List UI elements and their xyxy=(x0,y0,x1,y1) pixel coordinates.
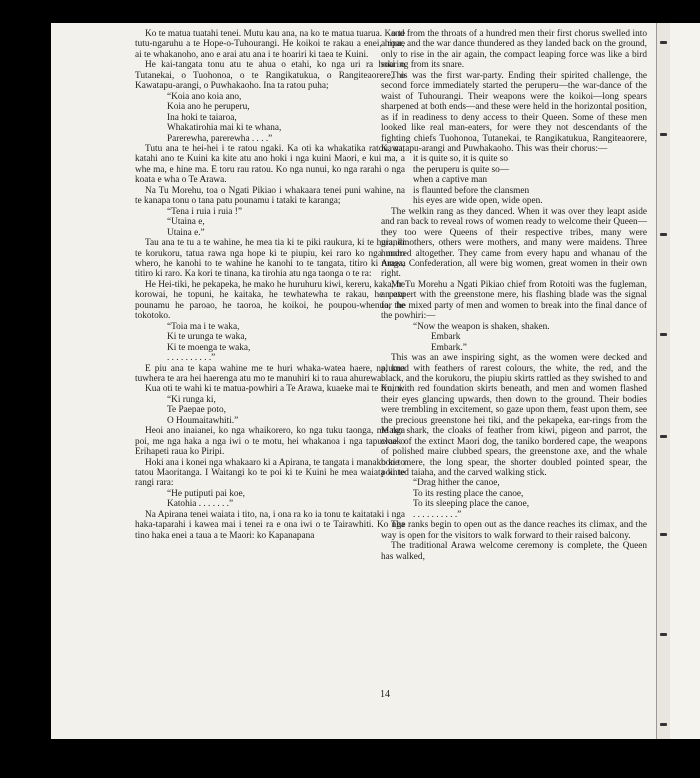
verse-line: O Houmaitawhiti.” xyxy=(167,415,239,426)
verse-line: “Koia ano koia ano, xyxy=(167,91,242,102)
verse-line: Whakatirohia mai ki te whana, xyxy=(167,123,282,134)
verse-line: . . . . . . . . . .” xyxy=(167,353,216,364)
adjacent-page-edge xyxy=(670,23,700,739)
scan-border-left xyxy=(0,0,50,778)
verse-line: “Tena i ruia i ruia !” xyxy=(167,206,242,217)
paragraph: Heoi ano inaianei, ko nga whaikorero, ko nga tuku taonga, me nga poi, me nga haka a nga iwi o te motu, hei whakanoa i nga tapuwae o Erihapeti raua ko Piripi. xyxy=(135,426,405,458)
verse-line: Utaina e.” xyxy=(167,227,205,238)
scan-border-top xyxy=(0,0,700,22)
english-text-column xyxy=(381,29,647,562)
verse-line: “Ki runga ki, xyxy=(167,394,216,405)
verse-line: Katohia . . . . . . .” xyxy=(167,499,234,510)
scan-border-bottom xyxy=(0,740,700,778)
verse-line: Parerewha, parerewha . . . .” xyxy=(167,133,273,144)
paragraph: Mr Tu Morehu a Ngati Pikiao chief from Rotoiti was the fugleman, an expert with the greenstone mere, his flashing blade was the signal for the mixed party of men and women to break into the final dance of the powhiri:— xyxy=(381,279,647,322)
verse-line: To its sleeping place the canoe, xyxy=(413,499,530,510)
verse-line: Embark.” xyxy=(431,342,467,353)
verse-line: “Toia ma i te waka, xyxy=(167,321,240,332)
verse-line: Koia ano he peruperu, xyxy=(167,102,250,113)
paragraph: Tau ana te tu a te wahine, he mea tia ki te piki raukura, ki te huia, ki te korukoru, tatua rawa nga hope ki te piupiu, kei raro ko nga maro whero, he kanohi to te wahine he kanohi to te tangata, titiro ki runga, titiro ki raro. Ka kori te tinana, ka tirohia atu nga taonga o te ra: xyxy=(135,238,405,280)
verse-line: the peruperu is quite so— xyxy=(413,164,510,175)
verse-line: “Drag hither the canoe, xyxy=(413,478,500,489)
verse-line: is flaunted before the clansmen xyxy=(413,185,530,196)
paragraph: The traditional Arawa welcome ceremony is complete, the Queen has walked, xyxy=(381,541,647,562)
paragraph: Tutu ana te hei-hei i te ratou ngaki. Ka oti ka whakatika ratou, na, katahi ano te Kuini ka kite atu ano hoki i nga kuini Maori, e kui ma, a whe ma, e hine ma. E toru rau ratou. Ko nga nunui, ko nga rarahi o nga koata e wha o Te Arawa. xyxy=(135,143,405,186)
paragraph: This was the first war-party. Ending their spirited challenge, the second force immediately started the peruperu—the war-dance of the waist of Tuhourangi. Their weapons were the koikoi—long spears sharpened at both ends—and these were held in the horizontal position, as if in readiness to deny access to their Queen. Some of these men looked like real man-eaters, for were they not descendants of the fighting chiefs Tuohonoa, Tutanekai, te Rangikatukua, Rangiteaorere, Kawatapu-arangi and Puwhakaoho. This was their chorus:— xyxy=(381,70,647,154)
paragraph: Ko te matua tuatahi tenei. Mutu kau ana, na ko te matua tuarua. Ko te tutu-ngaruhu a te Hope-o-Tuhourangi. He koikoi te rakau a enei, hipae ai te whakanoho, ano e arai atu ana i te hoariri ki taea te Kuini. xyxy=(135,29,405,60)
verse-line: Embark xyxy=(431,332,461,343)
paragraph: Na Tu Morehu, toa o Ngati Pikiao i whakaara tenei puni wahine, na te kanapa tonu o tana patu pounamu i tataki te karanga; xyxy=(135,185,405,207)
verse-line: when a captive man xyxy=(413,175,488,186)
verse-line: “He putiputi pai koe, xyxy=(167,488,245,499)
paragraph: The welkin rang as they danced. When it was over they leapt aside and ran back to reveal rows of women ready to welcome their Queen—they too were Queens of their respective tribes, many were grandmothers, others were mothers, and many were maidens. Three hundred altogether. They came from every hapu and whanau of the Arawa Confederation, all were big women, great women in their own right. xyxy=(381,206,647,280)
paragraph: The ranks begin to open out as the dance reaches its climax, and the way is open for the visitors to walk forward to their raised balcony. xyxy=(381,520,647,541)
paragraph: Na Apirana tenei waiata i tito, na, i ona ra ko ia tonu te kaitataki i nga haka-taparahi i kawea mai i tenei ra e ona iwi o te Tairawhiti. Ko nga tino haka enei a taua a te Maori: ko Kapanapana xyxy=(135,509,405,541)
verse-line: Te Paepae poto, xyxy=(167,405,226,416)
paragraph: E piu ana te kapa wahine me te huri whaka-watea haere, na, kua tuwhera te ara hei haerenga atu mo te manuhiri ki to raua ahurewa. xyxy=(135,363,405,384)
page-binding xyxy=(656,23,671,739)
page-number: 14 xyxy=(380,689,390,700)
verse-line: Ki te moenga te waka, xyxy=(167,342,251,353)
verse-line: Ki te urunga te waka, xyxy=(167,332,247,343)
verse-line: it is quite so, it is quite so xyxy=(413,154,509,165)
verse-line: Ina hoki te taiaroa, xyxy=(167,112,237,123)
verse-line: To its resting place the canoe, xyxy=(413,488,524,499)
maori-text-column xyxy=(135,29,405,541)
verse-line: “Now the weapon is shaken, shaken. xyxy=(413,321,550,332)
verse-line: his eyes are wide open, wide open. xyxy=(413,196,543,207)
paragraph: Hoki ana i konei nga whakaaro ki a Apirana, te tangata i manako ki to tatou Maoritanga. I Waitangi ko te poi ki te Kuini he mea waiata ki te rangi rara: xyxy=(135,457,405,489)
verse-line: “Utaina e, xyxy=(167,217,205,228)
paragraph: Kua oti te wahi ki te matua-powhiri a Te Arawa, kuaeke mai te Kuini: xyxy=(145,384,405,395)
paragraph: He Hei-tiki, he pekapeka, he mako he huruhuru kiwi, kereru, kaka, he korowai, he topuni, he kaitaka, he tewhatewha te rakau, he patu pounamu he paroao, he taoroa, he koikoi, he poupou-whenua, he tokotoko. xyxy=(135,279,405,322)
verse-line: . . . . . . . . . .” xyxy=(413,509,462,520)
paragraph: and from the throats of a hundred men their first chorus swelled into a roar, and the war dance thundered as they landed back on the ground, only to rise in the air again, the compact leaping force was like a bird soaring from its snare. xyxy=(381,29,647,71)
paragraph: This was an awe inspiring sight, as the women were decked and plumed with feathers of rarest colours, the white, the red, and the black, and the korukoru, the piupiu skirts rattled as they swished to and fro, with red foundation skirts beneath, and men and women flashed their eyes glancing upwards, then down to the ground. Their bodies were trembling in excitement, so gaze upon them, feast upon them, see the precious greenstone hei tiki, and the pekapeka, ear-rings from the Mako shark, the cloaks of feather from kiwi, pigeon and parrot, the cloak of the extinct Maori dog, the taniko bordered cape, the weapons of polished maire clubbed spears, the greenstone axe, and the whale bone mere, the long spear, the shorter doubled pointed spear, the pointed taiaha, and the carved walking stick. xyxy=(381,353,647,479)
paragraph: He kai-tangata tonu atu te ahua o etahi, ko nga uri ra hoki o Tutanekai, o Tuohonoa, o te Rangikatukua, o Rangiteaorere, o Kawatapu-arangi, o Puwhakaoho. Ina ta ratou puha; xyxy=(135,60,405,92)
